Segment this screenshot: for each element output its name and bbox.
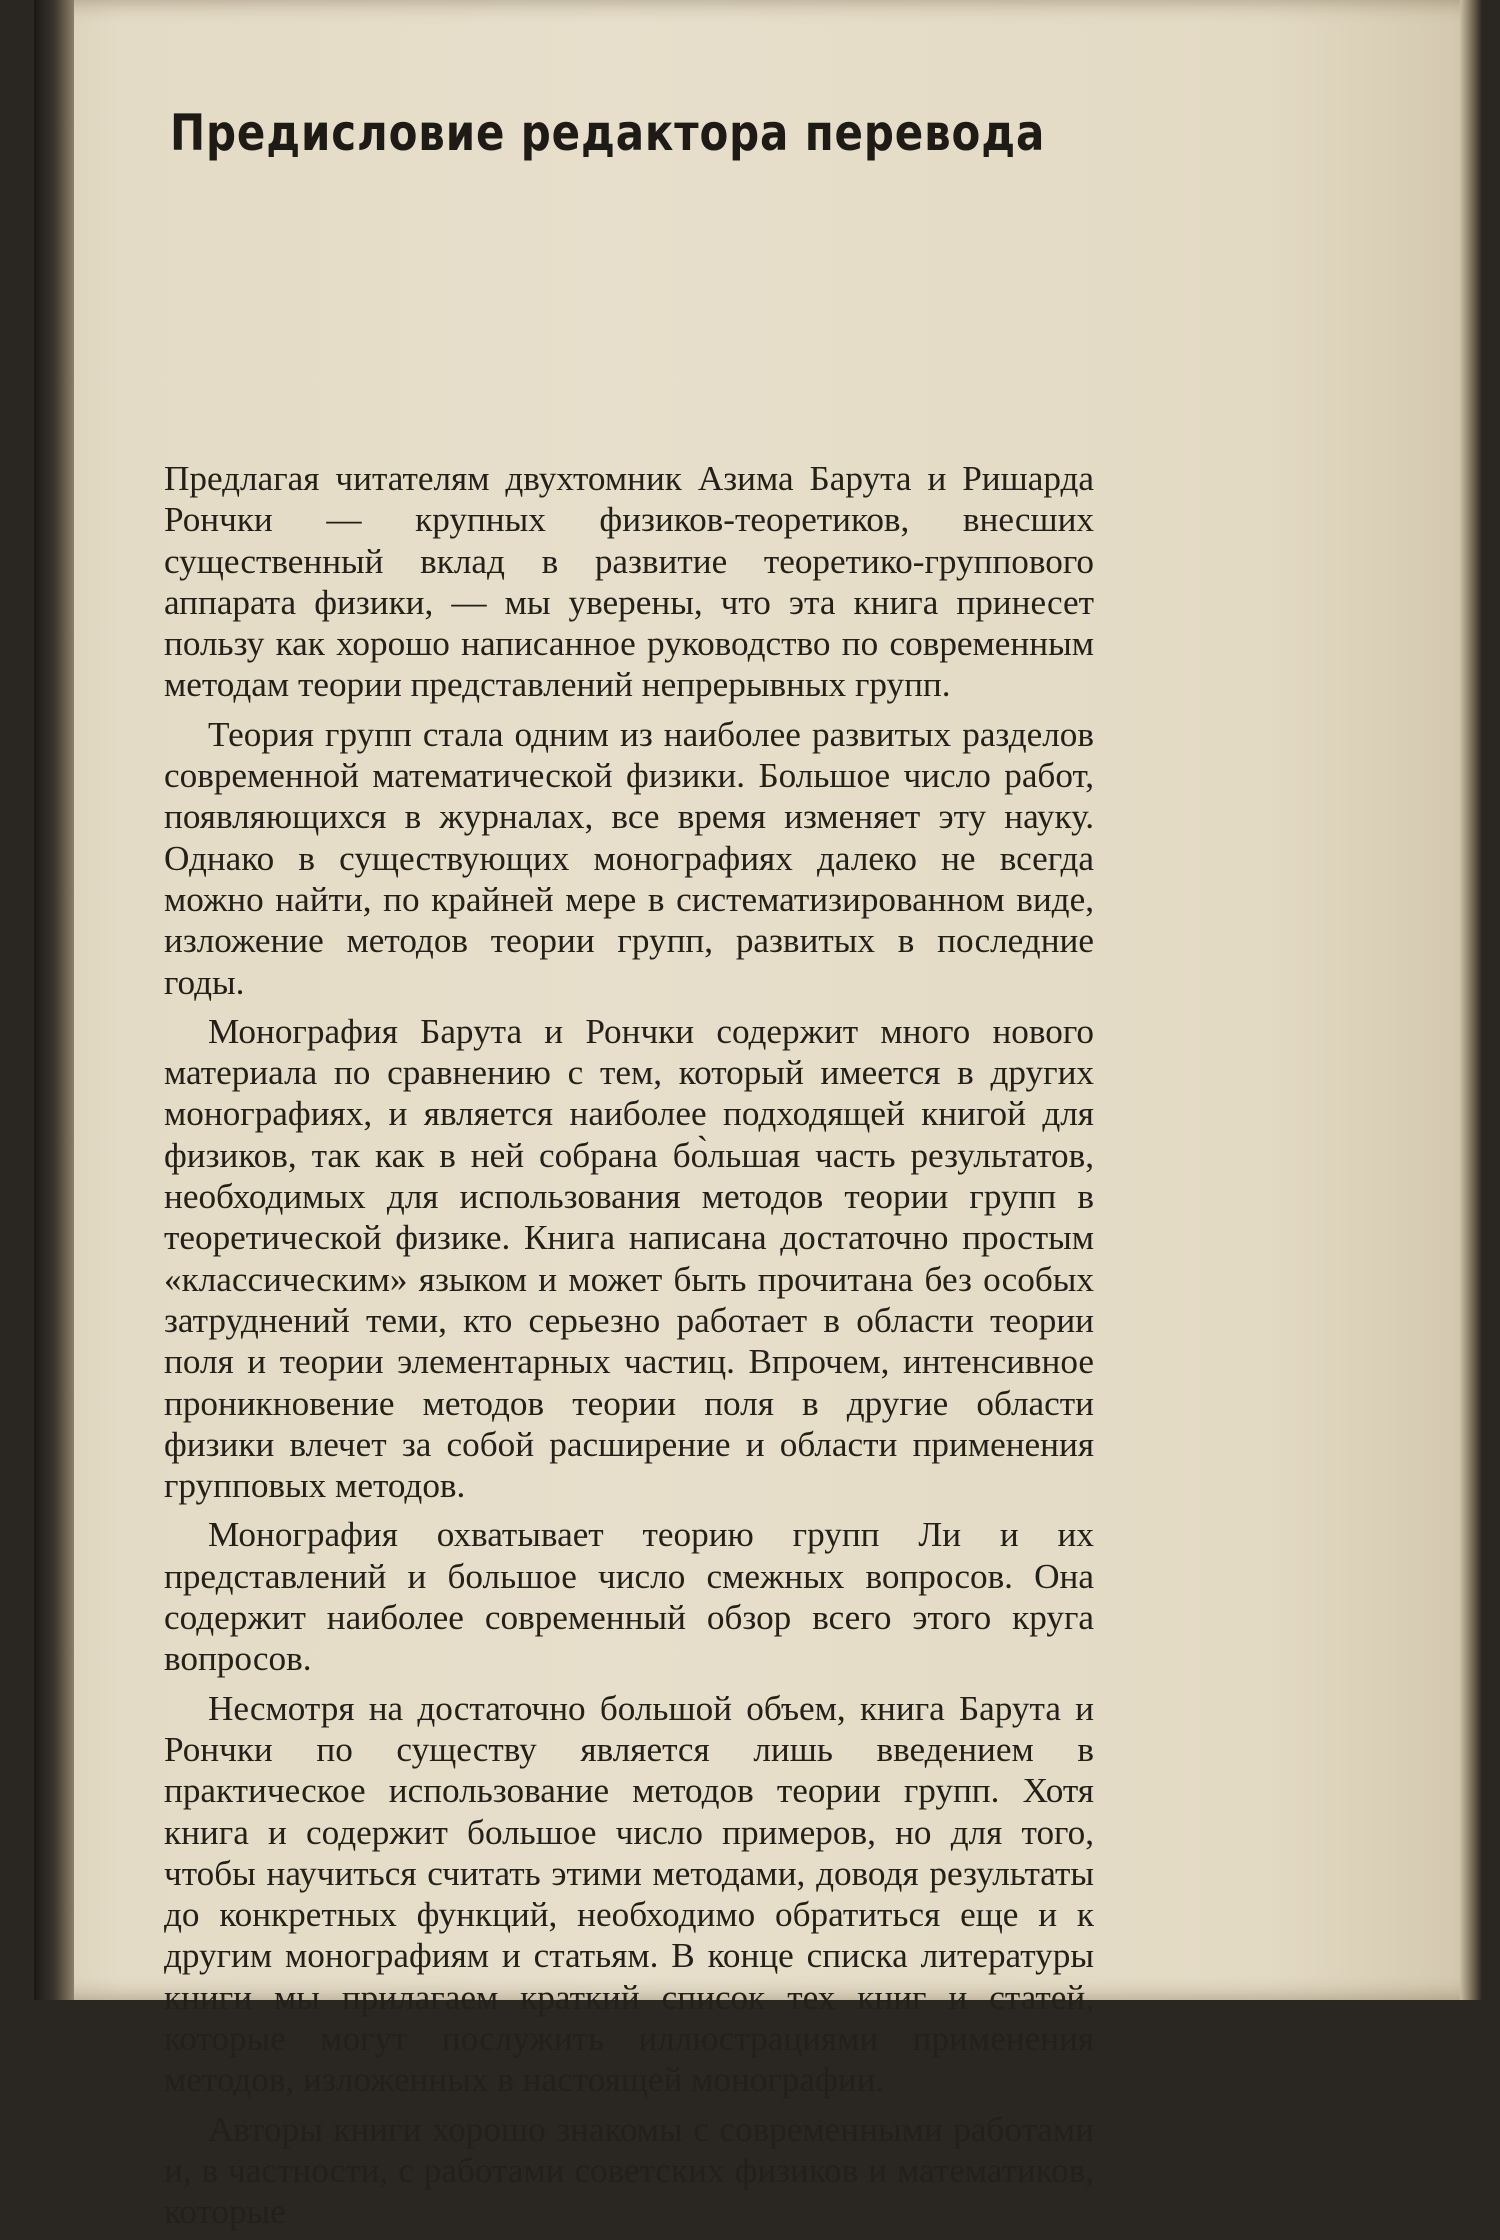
paragraph-5: Несмотря на достаточно большой объем, книга Барута и Рончки по существу является лишь введением в практическое использование методов теории групп. Хотя книга и содержит большое число примеров, но для того, чтобы научиться считать этими методами, доводя результаты до конкретных функций, необходимо обратиться еще и к другим монографиям и статьям. В конце списка литературы книги мы прилагаем краткий список тех книг и статей, которые могут послужить иллюстрациями применения методов, изложенных в настоящей монографии. — [164, 1688, 1094, 2100]
paragraph-2: Теория групп стала одним из наиболее развитых разделов современной математической физики. Большое число работ, появляющихся в журналах, все время изменяет эту науку. Однако в существующих монографиях далеко не всегда можно найти, по крайней мере в систематизированном виде, изложение методов теории групп, развитых в последние годы. — [164, 714, 1094, 1002]
book-spine-shadow — [34, 0, 74, 2000]
paragraph-6: Авторы книги хорошо знакомы с современными работами и, в частности, с работами советских физиков и математиков, которые — [164, 2109, 1094, 2232]
paragraph-4: Монография охватывает теорию групп Ли и их представлений и большое число смежных вопросов. Она содержит наиболее современный обзор всего этого круга вопросов. — [164, 1515, 1094, 1679]
chapter-title: Предисловие редактора перевода — [170, 104, 1046, 162]
page-edge — [1460, 0, 1482, 2000]
paragraph-1: Предлагая читателям двухтомник Азима Барута и Ришарда Рончки — крупных физиков-теоретиков, внесших существенный вклад в развитие теоретико-группового аппарата физики, — мы уверены, что эта книга принесет пользу как хорошо написанное руководство по современным методам теории представлений непрерывных групп. — [164, 459, 1094, 705]
body-text — [164, 458, 1094, 2240]
paragraph-3: Монография Барута и Рончки содержит много нового материала по сравнению с тем, который имеется в других монографиях, и является наиболее подходящей книгой для физиков, так как в ней собрана бо̀льшая часть результатов, необходимых для использования методов теории групп в теоретической физике. Книга написана достаточно простым «классическим» языком и может быть прочитана без особых затруднений теми, кто серьезно работает в области теории поля и теории элементарных частиц. Впрочем, интенсивное проникновение методов теории поля в другие области физики влечет за собой расширение и области применения групповых методов. — [164, 1011, 1094, 1506]
book-page — [34, 0, 1482, 2232]
